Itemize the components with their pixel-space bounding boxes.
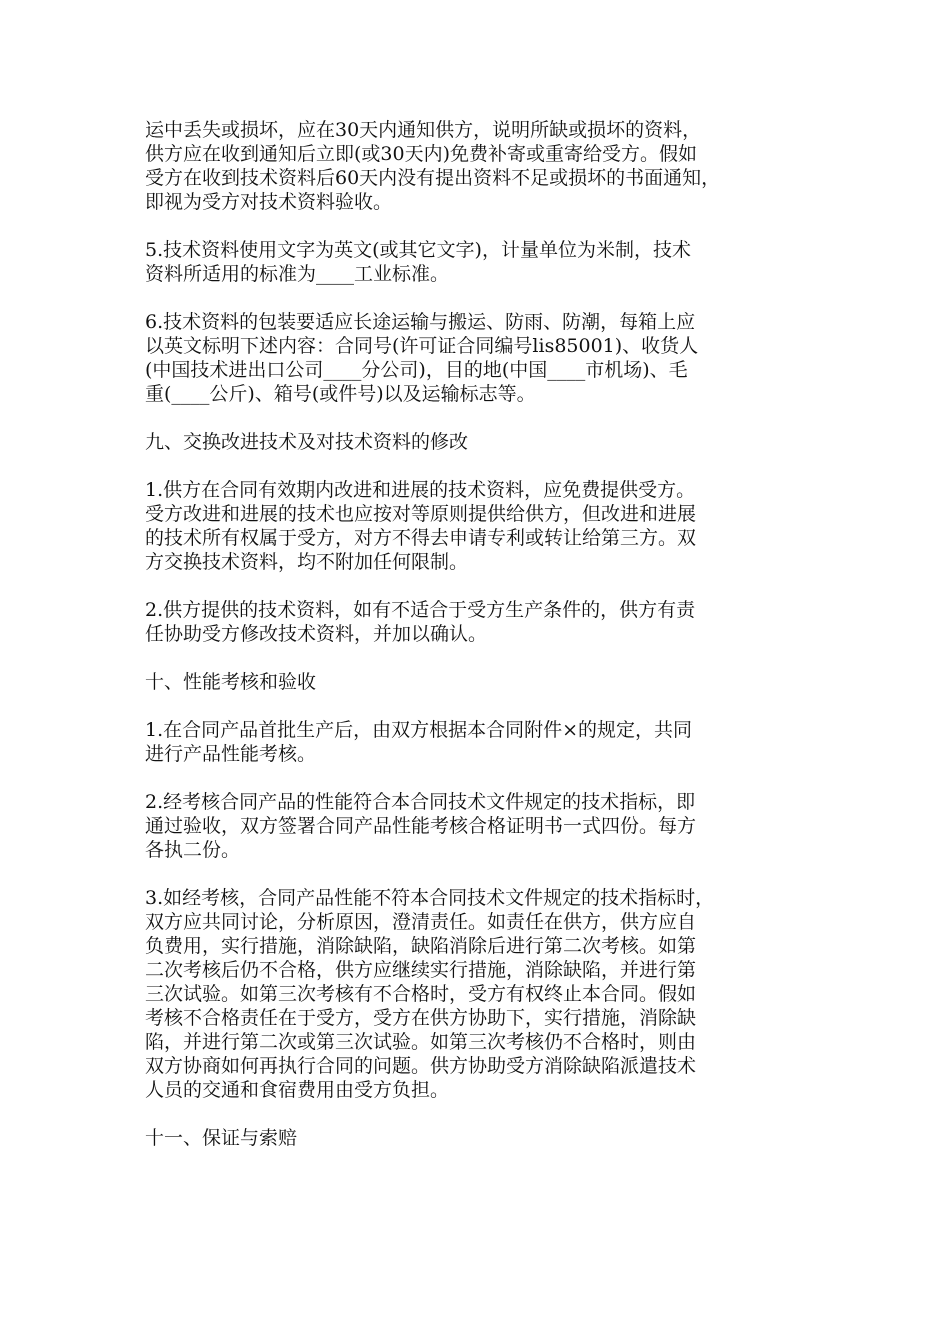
text-line: 二次考核后仍不合格，供方应继续实行措施，消除缺陷，并进行第: [145, 959, 697, 981]
paragraph: [145, 238, 817, 286]
text-line: 1.在合同产品首批生产后，由双方根据本合同附件×的规定，共同: [145, 719, 693, 741]
text-line: 三次试验。如第三次考核有不合格时，受方有权终止本合同。假如: [145, 983, 697, 1005]
text-line: 6.技术资料的包装要适应长途运输与搬运、防雨、防潮，每箱上应: [145, 311, 696, 333]
text-line: 任协助受方修改技术资料，并加以确认。: [145, 623, 488, 645]
text-line: 2.经考核合同产品的性能符合本合同技术文件规定的技术指标，即: [145, 791, 696, 813]
text-line: 重(____公斤)、箱号(或件号)以及运输标志等。: [145, 383, 536, 405]
text-line: 以英文标明下述内容：合同号(许可证合同编号lis85001)、收货人: [145, 335, 699, 357]
text-line: 的技术所有权属于受方，对方不得去申请专利或转让给第三方。双: [145, 527, 697, 549]
document-body: [145, 118, 817, 1174]
paragraph: [145, 598, 817, 646]
paragraph: [145, 718, 817, 766]
text-line: 方交换技术资料，均不附加任何限制。: [145, 551, 469, 573]
text-line: 十一、保证与索赔: [145, 1127, 298, 1149]
paragraph: [145, 478, 817, 574]
text-line: 供方应在收到通知后立即(或30天内)免费补寄或重寄给受方。假如: [145, 143, 698, 165]
text-line: 受方改进和进展的技术也应按对等原则提供给供方，但改进和进展: [145, 503, 697, 525]
text-line: 十、性能考核和验收: [145, 671, 317, 693]
text-line: 负费用，实行措施，消除缺陷，缺陷消除后进行第二次考核。如第: [145, 935, 697, 957]
paragraph: [145, 790, 817, 862]
paragraph: [145, 886, 817, 1102]
text-line: 陷，并进行第二次或第三次试验。如第三次考核仍不合格时，则由: [145, 1031, 697, 1053]
text-line: 双方应共同讨论，分析原因，澄清责任。如责任在供方，供方应自: [145, 911, 697, 933]
section-heading: [145, 1126, 817, 1150]
text-line: 进行产品性能考核。: [145, 743, 317, 765]
text-line: 人员的交通和食宿费用由受方负担。: [145, 1079, 450, 1101]
section-heading: [145, 430, 817, 454]
text-line: (中国技术进出口公司____分公司)，目的地(中国____市机场)、毛: [145, 359, 688, 381]
text-line: 运中丢失或损坏，应在30天内通知供方，说明所缺或损坏的资料，: [145, 119, 702, 141]
text-line: 双方协商如何再执行合同的问题。供方协助受方消除缺陷派遣技术: [145, 1055, 697, 1077]
text-line: 资料所适用的标准为____工业标准。: [145, 263, 450, 285]
text-line: 1.供方在合同有效期内改进和进展的技术资料，应免费提供受方。: [145, 479, 696, 501]
text-line: 考核不合格责任在于受方，受方在供方协助下，实行措施，消除缺: [145, 1007, 697, 1029]
text-line: 受方在收到技术资料后60天内没有提出资料不足或损坏的书面通知，: [145, 167, 721, 189]
paragraph: [145, 310, 817, 406]
section-heading: [145, 670, 817, 694]
text-line: 2.供方提供的技术资料，如有不适合于受方生产条件的，供方有责: [145, 599, 696, 621]
text-line: 5.技术资料使用文字为英文(或其它文字)，计量单位为米制，技术: [145, 239, 691, 261]
text-line: 3.如经考核，合同产品性能不符本合同技术文件规定的技术指标时，: [145, 887, 715, 909]
paragraph: [145, 118, 817, 214]
text-line: 各执二份。: [145, 839, 241, 861]
text-line: 通过验收，双方签署合同产品性能考核合格证明书一式四份。每方: [145, 815, 697, 837]
text-line: 即视为受方对技术资料验收。: [145, 191, 393, 213]
text-line: 九、交换改进技术及对技术资料的修改: [145, 431, 469, 453]
